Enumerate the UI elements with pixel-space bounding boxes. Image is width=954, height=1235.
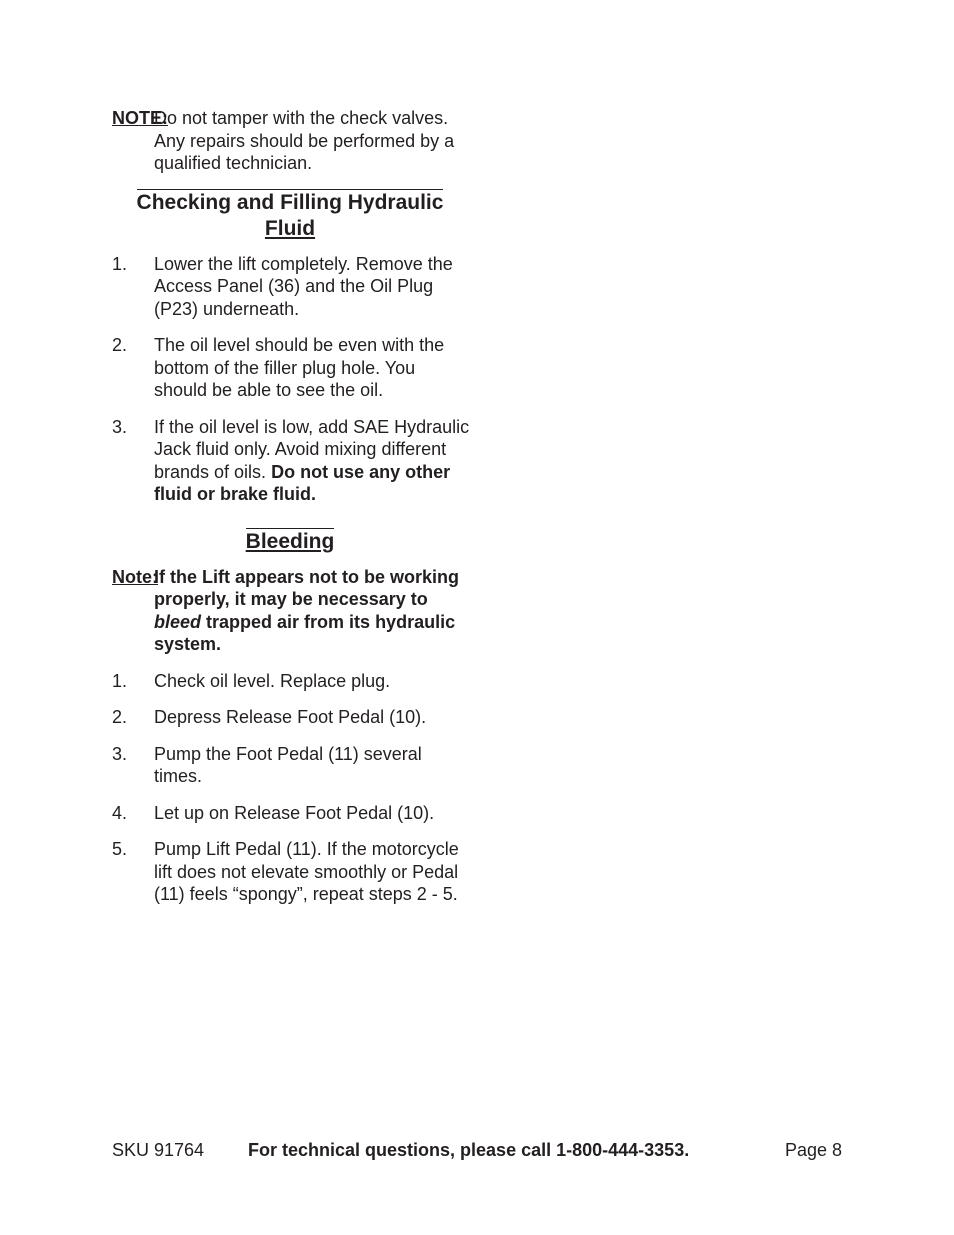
hydraulic-fluid-steps: [112, 253, 472, 506]
note-check-valves: [112, 107, 472, 175]
list-item: 1. Check oil level. Replace plug.: [112, 670, 391, 691]
list-item: 3. Pump the Foot Pedal (11) several times.: [112, 743, 422, 786]
list-item: 4. Let up on Release Foot Pedal (10).: [112, 802, 435, 823]
list-item: 3. If the oil level is low, add SAE Hydraulic Jack fluid only. Avoid mixing different brands of oils. Do not use any other fluid or brake fluid.: [112, 416, 470, 504]
emphasis-bleed: bleed: [154, 611, 202, 632]
sku-number: SKU 91764: [112, 1140, 205, 1160]
heading-line-1: Checking and Filling Hydraulic: [136, 190, 444, 214]
list-item: 1. Lower the lift completely. Remove the Access Panel (36) and the Oil Plug (P23) underneath.: [112, 253, 453, 319]
content-column: [112, 107, 472, 920]
note-label: NOTE:: [112, 108, 168, 128]
list-item: 5. Pump Lift Pedal (11). If the motorcycle lift does not elevate smoothly or Pedal (11) feels “spongy”, repeat steps 2 - 5.: [112, 839, 459, 904]
tech-support-line: For technical questions, please call 1-800-444-3353.: [248, 1140, 690, 1160]
heading-line-2: Fluid: [264, 216, 316, 240]
note-label: Note:: [112, 566, 158, 587]
list-item: 2. Depress Release Foot Pedal (10).: [112, 707, 427, 727]
page-number: Page 8: [784, 1140, 842, 1160]
list-item: 2. The oil level should be even with the bottom of the filler plug hole. You should be able to see the oil.: [112, 335, 445, 400]
page-footer: [112, 1139, 842, 1163]
note-text: Do not tamper with the check valves. Any repairs should be performed by a qualified technician.: [154, 108, 455, 173]
bleeding-steps: [112, 670, 472, 906]
section-heading-bleeding: Bleeding: [245, 529, 335, 553]
section-heading-hydraulic-fluid: [112, 189, 468, 242]
note-bleeding: Note: If the Lift appears not to be working properly, it may be necessary to bleed trapped air from its hydraulic system.: [112, 566, 460, 654]
warning-text: Do not use any other fluid or brake fluid.: [154, 461, 451, 504]
